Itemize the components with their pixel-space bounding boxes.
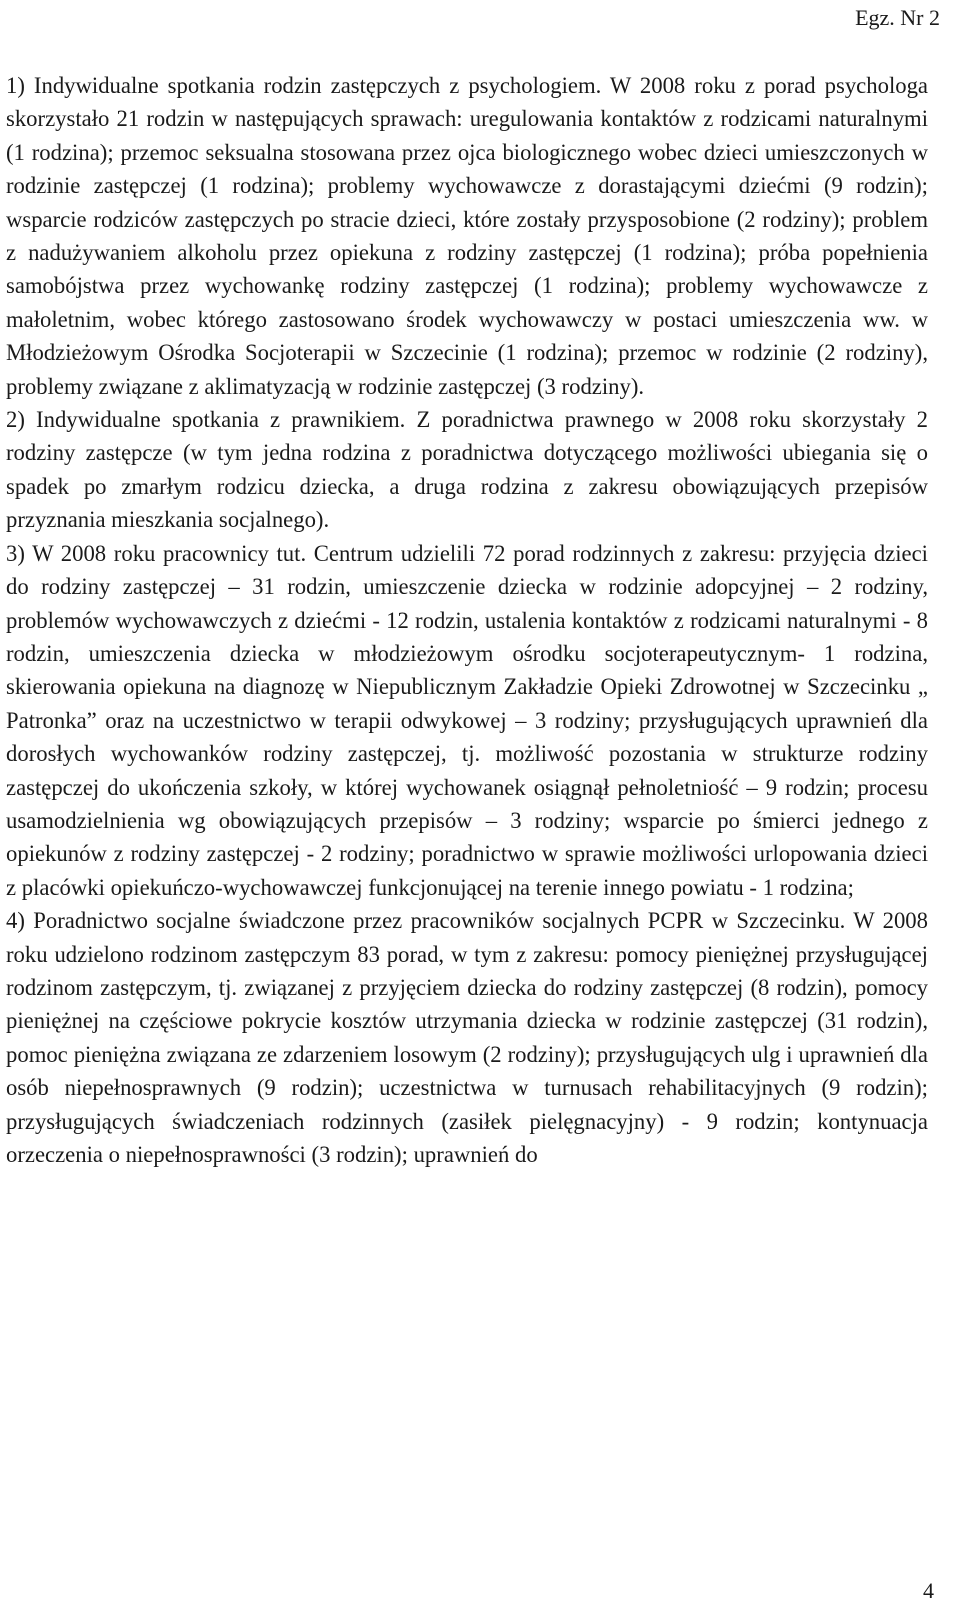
paragraph-psychologist-meetings: 1) Indywidualne spotkania rodzin zastępczych z psychologiem. W 2008 roku z porad psychologa skorzystało 21 rodzin w następujących sprawach: uregulowania kontaktów z rodzicami naturalnymi (1 rodzina); przemoc seksualna stosowana przez ojca biologicznego wobec dzieci umieszczonych w rodzinie zastępczej (1 rodzina); problemy wychowawcze z dorastającymi dziećmi (9 rodzin); wsparcie rodziców zastępczych po stracie dzieci, które zostały przysposobione (2 rodziny); problem z nadużywaniem alkoholu przez opiekuna z rodziny zastępczej (1 rodzina); próba popełnienia samobójstwa przez wychowankę rodziny zastępczej (1 rodzina); problemy wychowawcze z małoletnim, wobec którego zastosowano środek wychowawczy w postaci umieszczenia ww. w Młodzieżowym Ośrodka Socjoterapii w Szczecinie (1 rodzina); przemoc w rodzinie (2 rodziny), problemy związane z aklimatyzacją w rodzinie zastępczej (3 rodziny). xyxy=(6,73,928,399)
paragraph-family-counseling: 3) W 2008 roku pracownicy tut. Centrum udzielili 72 porad rodzinnych z zakresu: przyjęcia dzieci do rodziny zastępczej – 31 rodzin, umieszczenie dziecka w rodzinie adopcyjnej – 2 rodziny, problemów wychowawczych z dziećmi - 12 rodzin, ustalenia kontaktów z rodzicami naturalnymi - 8 rodzin, umieszczenia dziecka w młodzieżowym ośrodku socjoterapeutycznym- 1 rodzina, skierowania opiekuna na diagnozę w Niepublicznym Zakładzie Opieki Zdrowotnej w Szczecinku „ Patronka” oraz na uczestnictwo w terapii odwykowej – 3 rodziny; przysługujących uprawnień dla dorosłych wychowanków rodziny zastępczej, tj. możliwość pozostania w strukturze rodziny zastępczej do ukończenia szkoły, w której wychowanek osiągnął pełnoletniość – 9 rodzin; procesu usamodzielnienia wg obowiązujących przepisów – 3 rodziny; wsparcie po śmierci jednego z opiekunów z rodziny zastępczej - 2 rodziny; poradnictwo w sprawie możliwości urlopowania dzieci z placówki opiekuńczo-wychowawczej funkcjonującej na terenie innego powiatu - 1 rodzina; xyxy=(6,540,928,900)
document-body xyxy=(6,69,928,1171)
paragraph-social-counseling: 4) Poradnictwo socjalne świadczone przez pracowników socjalnych PCPR w Szczecinku. W 2008 roku udzielono rodzinom zastępczym 83 porad, w tym z zakresu: pomocy pieniężnej przysługującej rodzinom zastępczym, tj. związanej z przyjęciem dziecka do rodziny zastępczej (8 rodzin), pomocy pieniężnej na częściowe pokrycie kosztów utrzymania dziecka w rodzinie zastępczej (31 rodzin), pomoc pieniężna związana ze zdarzeniem losowym (2 rodziny); przysługujących ulg i uprawnień dla osób niepełnosprawnych (9 rodzin); uczestnictwa w turnusach rehabilitacyjnych (9 rodzin); przysługujących świadczeniach rodzinnych (zasiłek pielęgnacyjny) - 9 rodzin; kontynuacja orzeczenia o niepełnosprawności (3 rodzin); uprawnień do xyxy=(6,908,928,1167)
page-number: 4 xyxy=(923,1578,934,1603)
copy-number-label: Egz. Nr 2 xyxy=(855,5,940,30)
paragraph-lawyer-meetings: 2) Indywidualne spotkania z prawnikiem. Z poradnictwa prawnego w 2008 roku skorzystały 2 rodziny zastępcze (w tym jedna rodzina z poradnictwa dotyczącego możliwości ubiegania się o spadek po zmarłym rodzicu dziecka, a druga rodzina z zakresu obowiązujących przepisów przyznania mieszkania socjalnego). xyxy=(6,407,928,533)
